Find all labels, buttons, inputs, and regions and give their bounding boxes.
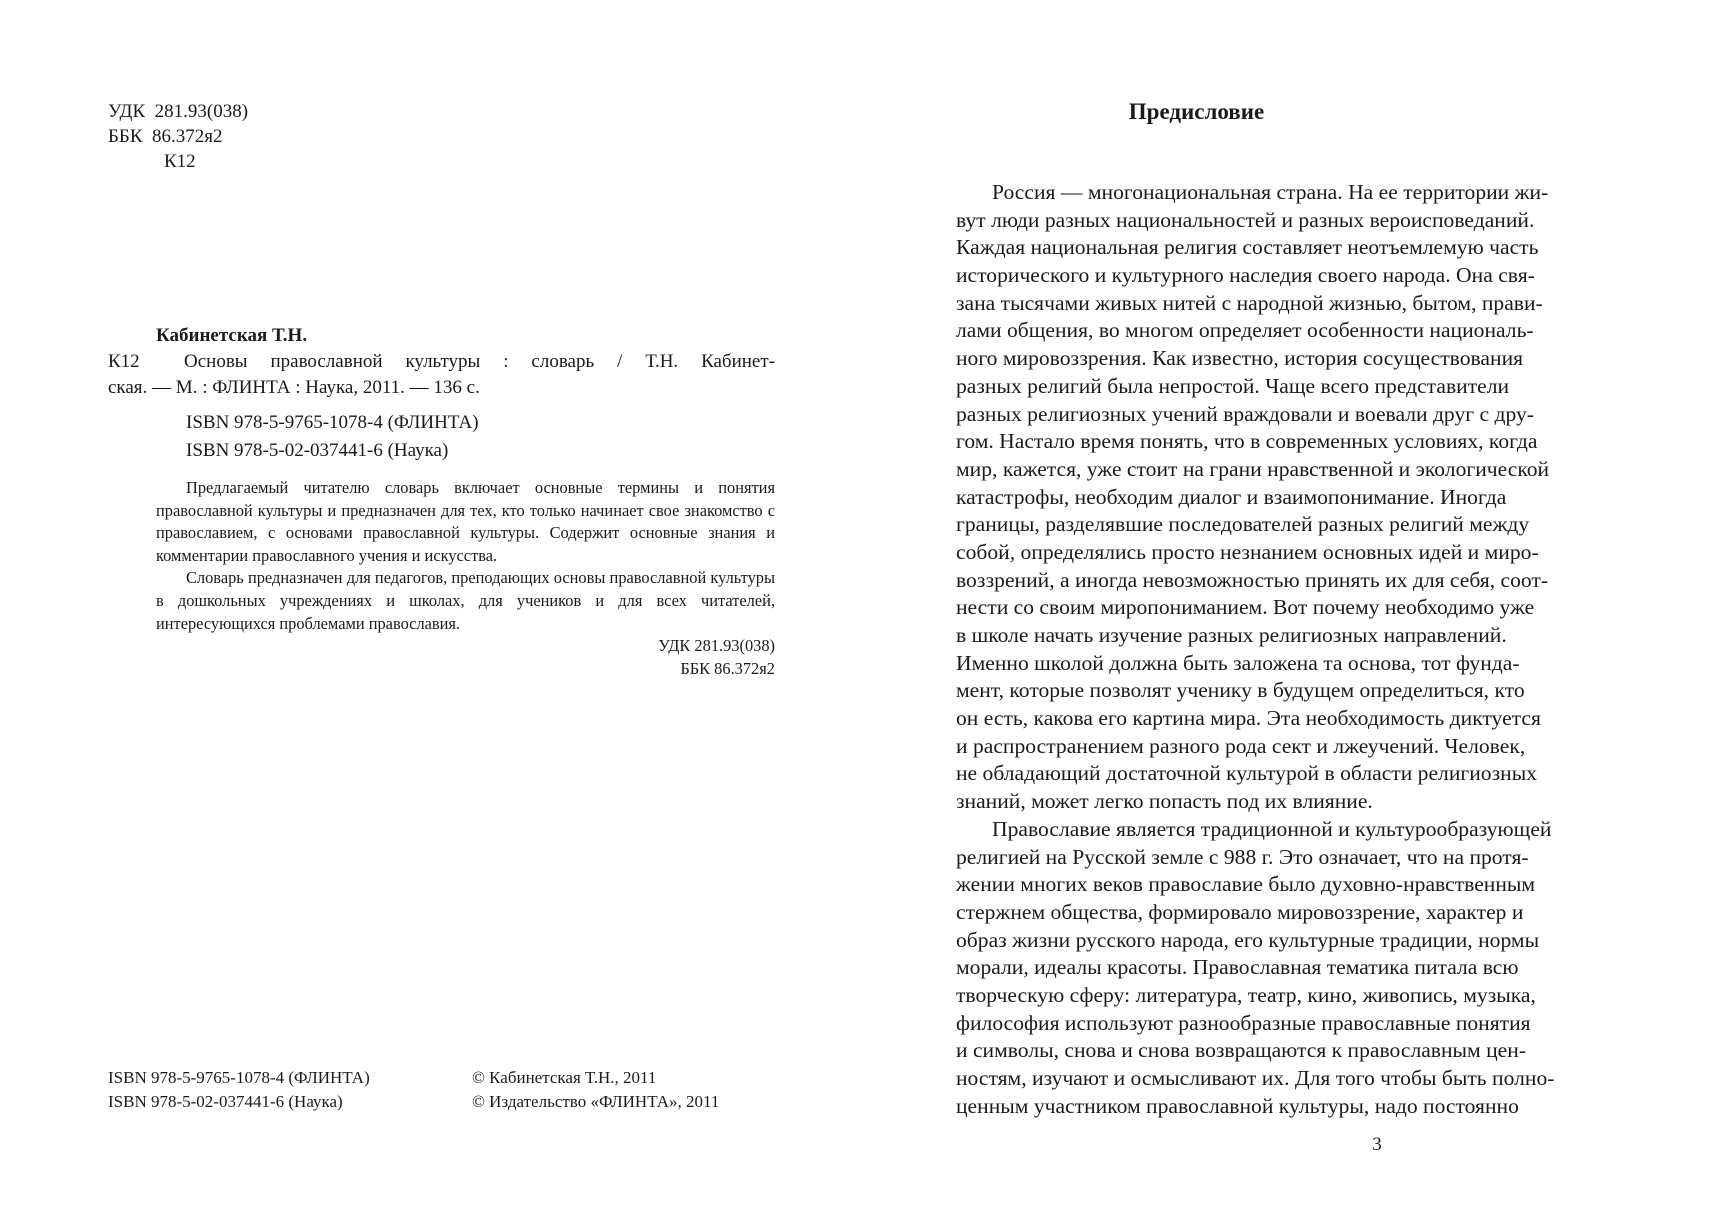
text-line: философия используют разнообразные православные понятия bbox=[956, 1010, 1531, 1035]
page-number bbox=[856, 1133, 1437, 1157]
imprint-page bbox=[0, 0, 856, 1211]
text-line: разных религиозных учений враждовали и воевали друг с дру- bbox=[956, 401, 1534, 426]
text-line: разных религий была непростой. Чаще всего представители bbox=[956, 373, 1510, 398]
entry-line-1: Основы православной культуры : словарь / Т.Н. Кабинет- bbox=[184, 351, 775, 372]
card-isbn-nauka: ISBN 978-5-02-037441-6 (Наука) bbox=[186, 440, 449, 461]
text-line: ностям, изучают и осмысливают их. Для того чтобы быть полно- bbox=[956, 1066, 1555, 1090]
abstract-paragraph-2: Словарь предназначен для педагогов, преподающих основы православной культуры в дошкольных учреждениях и школах, для учеников и для всех читателей, интересующихся проблемами православия. bbox=[156, 568, 775, 633]
text-line: исторического и культурного наследия своего народа. Она свя- bbox=[956, 263, 1535, 288]
preface-page bbox=[856, 0, 1713, 1211]
footer-isbn-flinta: ISBN 978-5-9765-1078-4 (ФЛИНТА) bbox=[108, 1068, 370, 1087]
preface-text bbox=[956, 179, 1555, 1120]
text-line: Именно школой должна быть заложена та основа, тот фунда- bbox=[956, 650, 1520, 675]
footer-isbn-nauka: ISBN 978-5-02-037441-6 (Наука) bbox=[108, 1092, 343, 1111]
card-author: Кабинетская Т.Н. bbox=[156, 325, 308, 346]
text-line: катастрофы, необходим диалог и взаимопонимание. Иногда bbox=[956, 484, 1507, 509]
text-line: в школе начать изучение разных религиозных направлений. bbox=[956, 623, 1507, 647]
text-line: вут люди разных национальностей и разных вероисповеданий. bbox=[956, 207, 1535, 232]
card-bbk: ББК 86.372я2 bbox=[680, 658, 775, 678]
text-line: морали, идеалы красоты. Православная тематика питала всю bbox=[956, 955, 1519, 980]
text-line: ценным участником православной культуры, надо постоянно bbox=[956, 1093, 1519, 1118]
text-line: зана тысячами живых нитей с народной жизнью, бытом, прави- bbox=[956, 290, 1543, 315]
entry-line-2: ская. — М. : ФЛИНТА : Наука, 2011. — 136 с. bbox=[108, 377, 480, 398]
text-line: лами общения, во многом определяет особенности националь- bbox=[956, 318, 1534, 343]
text-line: религией на Русской земле с 988 г. Это означает, что на протя- bbox=[956, 844, 1529, 869]
footer-isbn bbox=[108, 1066, 370, 1114]
text-line: знаний, может легко попасть под их влияние. bbox=[956, 789, 1373, 814]
abstract bbox=[108, 477, 775, 680]
copyright-publisher: © Издательство «ФЛИНТА», 2011 bbox=[472, 1092, 720, 1111]
text-line: он есть, какова его картина мира. Эта необходимость диктуется bbox=[956, 706, 1541, 731]
bbk-code: ББК 86.372я2 bbox=[108, 126, 223, 147]
card-isbn-list bbox=[108, 409, 775, 465]
text-line: образ жизни русского народа, его культурные традиции, нормы bbox=[956, 927, 1540, 952]
text-line: стержнем общества, формировало мировоззрение, характер и bbox=[956, 899, 1524, 924]
classification-header bbox=[108, 99, 248, 174]
text-line: ного мировоззрения. Как известно, история сосуществования bbox=[956, 346, 1524, 371]
page-title: Предисловие bbox=[1128, 99, 1265, 124]
text-line: нести со своим миропониманием. Вот почему необходимо уже bbox=[956, 595, 1535, 620]
udk-code: УДК 281.93(038) bbox=[108, 101, 249, 122]
text-line: Православие является традиционной и культурообразующей bbox=[992, 816, 1552, 841]
card-author-mark: К12 bbox=[108, 351, 140, 372]
text-line: границы, разделявшие последователей разных религий между bbox=[956, 512, 1530, 537]
text-line: Каждая национальная религия составляет неотъемлемую часть bbox=[956, 235, 1539, 260]
author-mark: К12 bbox=[164, 151, 196, 172]
text-line: жении многих веков православие было духовно-нравственным bbox=[956, 872, 1536, 897]
copyright-notice bbox=[472, 1066, 719, 1114]
copyright-author: © Кабинетская Т.Н., 2011 bbox=[472, 1068, 657, 1087]
text-line: и символы, снова и снова возвращаются к православным цен- bbox=[956, 1038, 1527, 1063]
page-number-value: 3 bbox=[1372, 1134, 1382, 1155]
text-line: и распространением разного рода сект и лжеучений. Человек, bbox=[956, 733, 1526, 758]
text-line: мир, кажется, уже стоит на грани нравственной и экологической bbox=[956, 456, 1550, 481]
text-line: гом. Настало время понять, что в современных условиях, когда bbox=[956, 429, 1538, 454]
text-line: не обладающий достаточной культурой в области религиозных bbox=[956, 761, 1537, 786]
text-line: собой, определялись просто незнанием основных идей и миро- bbox=[956, 539, 1539, 564]
bibliographic-entry bbox=[108, 349, 775, 401]
card-udk: УДК 281.93(038) bbox=[658, 636, 775, 656]
text-line: мент, которые позволят ученику в будущем определиться, кто bbox=[956, 678, 1525, 703]
abstract-paragraph-1: Предлагаемый читателю словарь включает основные термины и понятия православной культуры и предназначен для тех, кто только начинает свое знакомство с православием, с основами православной культуры. Содержит основные знания и комментарии православного учения и искусства. bbox=[156, 478, 775, 565]
card-isbn-flinta: ISBN 978-5-9765-1078-4 (ФЛИНТА) bbox=[186, 412, 479, 433]
text-line: творческую сферу: литература, театр, кино, живопись, музыка, bbox=[956, 982, 1536, 1007]
text-line: воззрений, а иногда невозможностью принять их для себя, соот- bbox=[956, 567, 1549, 592]
catalog-card bbox=[108, 323, 775, 680]
text-line: Россия — многонациональная страна. На ее территории жи- bbox=[992, 180, 1549, 204]
